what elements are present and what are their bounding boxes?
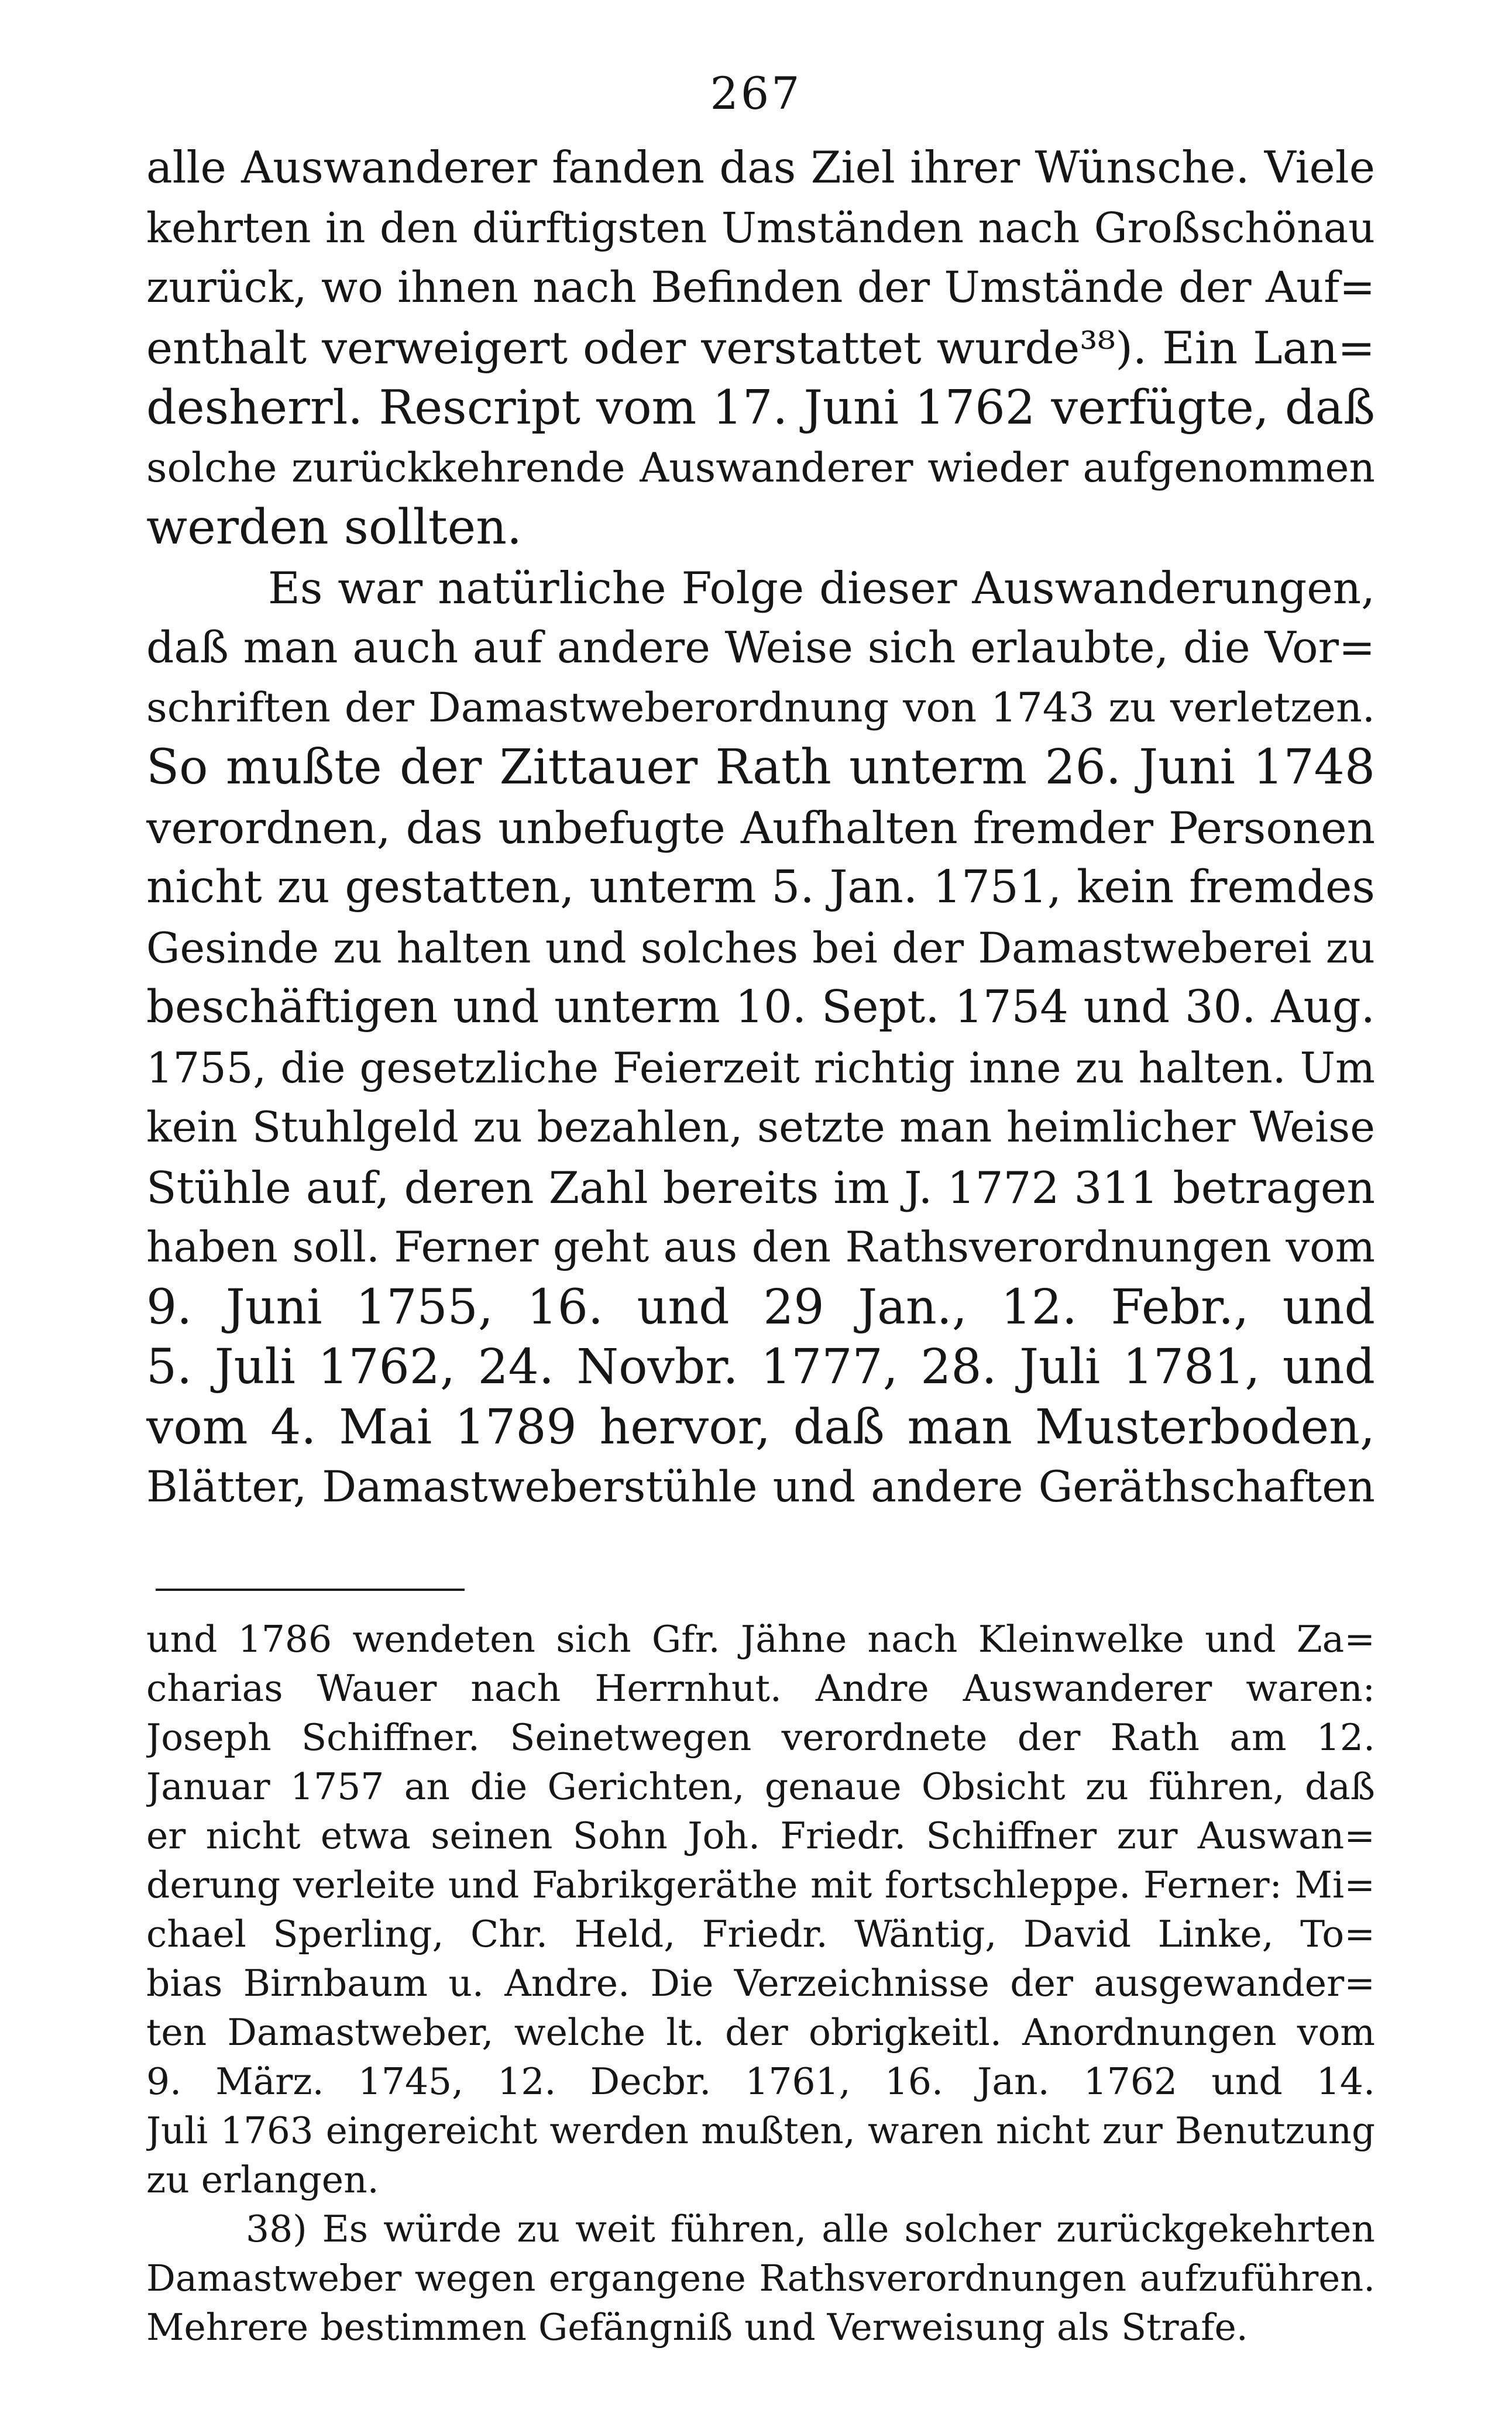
text-line: verordnen, das unbefugte Aufhalten fremder Personen xyxy=(146,802,1375,854)
text-line: 1755, die gesetzliche Feierzeit richtig inne zu halten. Um xyxy=(146,1043,1375,1092)
footnote-line: er nicht etwa seinen Sohn Joh. Friedr. Schiffner zur Auswan= xyxy=(146,1814,1375,1857)
text-line: kehrten in den dürftigsten Umständen nach Großschönau xyxy=(146,203,1375,252)
footnote-line: 9. März. 1745, 12. Decbr. 1761, 16. Jan. 1762 und 14. xyxy=(146,2060,1375,2103)
text-line: nicht zu gestatten, unterm 5. Jan. 1751, kein fremdes xyxy=(146,861,1375,913)
text-line: schriften der Damastweberordnung von 1743 zu verletzen. xyxy=(146,683,1375,731)
text-line: So mußte der Zittauer Rath unterm 26. Juni 1748 xyxy=(146,740,1375,795)
page-number: 267 xyxy=(710,67,802,119)
main-text xyxy=(146,138,1375,1518)
footnote-38-first-line: 38) Es würde zu weit führen, alle solcher zurückgekehrten xyxy=(246,2208,1375,2250)
text-line: Gesinde zu halten und solches bei der Damastweberei zu xyxy=(146,923,1375,972)
footnote-line: bias Birnbaum u. Andre. Die Verzeichnisse der ausgewander= xyxy=(146,1962,1375,2005)
footnote-line: Mehrere bestimmen Gefängniß und Verweisung als Strafe. xyxy=(146,2306,1248,2349)
footnote-separator xyxy=(156,1589,465,1591)
footnote-line: charias Wauer nach Herrnhut. Andre Auswanderer waren: xyxy=(146,1667,1375,1710)
footnote-line: Juli 1763 eingereicht werden mußten, waren nicht zur Benutzung xyxy=(146,2109,1375,2152)
text-line: haben soll. Ferner geht aus den Rathsverordnungen vom xyxy=(146,1223,1375,1272)
text-line: Stühle auf, deren Zahl bereits im J. 1772 311 betragen xyxy=(146,1161,1375,1214)
footnote-line: Joseph Schiffner. Seinetwegen verordnete der Rath am 12. xyxy=(146,1716,1375,1759)
footnote-line: Januar 1757 an die Gerichten, genaue Obsicht zu führen, daß xyxy=(146,1765,1375,1808)
text-line: solche zurückkehrende Auswanderer wieder aufgenommen xyxy=(146,444,1375,491)
footnote-line: ten Damastweber, welche lt. der obrigkeitl. Anordnungen vom xyxy=(146,2011,1375,2054)
footnote-line: derung verleite und Fabrikgeräthe mit fortschleppe. Ferner: Mi= xyxy=(146,1864,1375,1906)
text-line: vom 4. Mai 1789 hervor, daß man Musterboden, xyxy=(146,1399,1375,1455)
footnotes xyxy=(146,1615,1375,2352)
text-line: 5. Juli 1762, 24. Novbr. 1777, 28. Juli 1781, und xyxy=(146,1339,1375,1395)
text-line: kein Stuhlgeld zu bezahlen, setzte man heimlicher Weise xyxy=(146,1103,1375,1152)
text-line: desherrl. Rescript vom 17. Juni 1762 verfügte, daß xyxy=(146,380,1375,435)
text-line: werden sollten. xyxy=(146,500,523,555)
text-line: enthalt verweigert oder verstattet wurde³⁸). Ein Lan= xyxy=(146,321,1375,374)
text-line: daß man auch auf andere Weise sich erlaubte, die Vor= xyxy=(146,623,1375,673)
footnote-line: Damastweber wegen ergangene Rathsverordnungen aufzuführen. xyxy=(146,2257,1375,2299)
footnote-line: chael Sperling, Chr. Held, Friedr. Wäntig, David Linke, To= xyxy=(146,1913,1375,1955)
text-line: beschäftigen und unterm 10. Sept. 1754 und 30. Aug. xyxy=(146,981,1375,1033)
footnote-line: und 1786 wendeten sich Gfr. Jähne nach Kleinwelke und Za= xyxy=(146,1618,1375,1661)
text-line: Blätter, Damastweberstühle und andere Geräthschaften xyxy=(146,1462,1375,1512)
paragraph-first-line: Es war natürliche Folge dieser Auswanderungen, xyxy=(268,562,1375,614)
text-line: alle Auswanderer fanden das Ziel ihrer Wünsche. Viele xyxy=(146,142,1375,193)
footnote-line: zu erlangen. xyxy=(146,2158,379,2201)
text-line: 9. Juni 1755, 16. und 29 Jan., 12. Febr., und xyxy=(146,1279,1375,1335)
text-line: zurück, wo ihnen nach Befinden der Umstände der Auf= xyxy=(146,263,1375,312)
